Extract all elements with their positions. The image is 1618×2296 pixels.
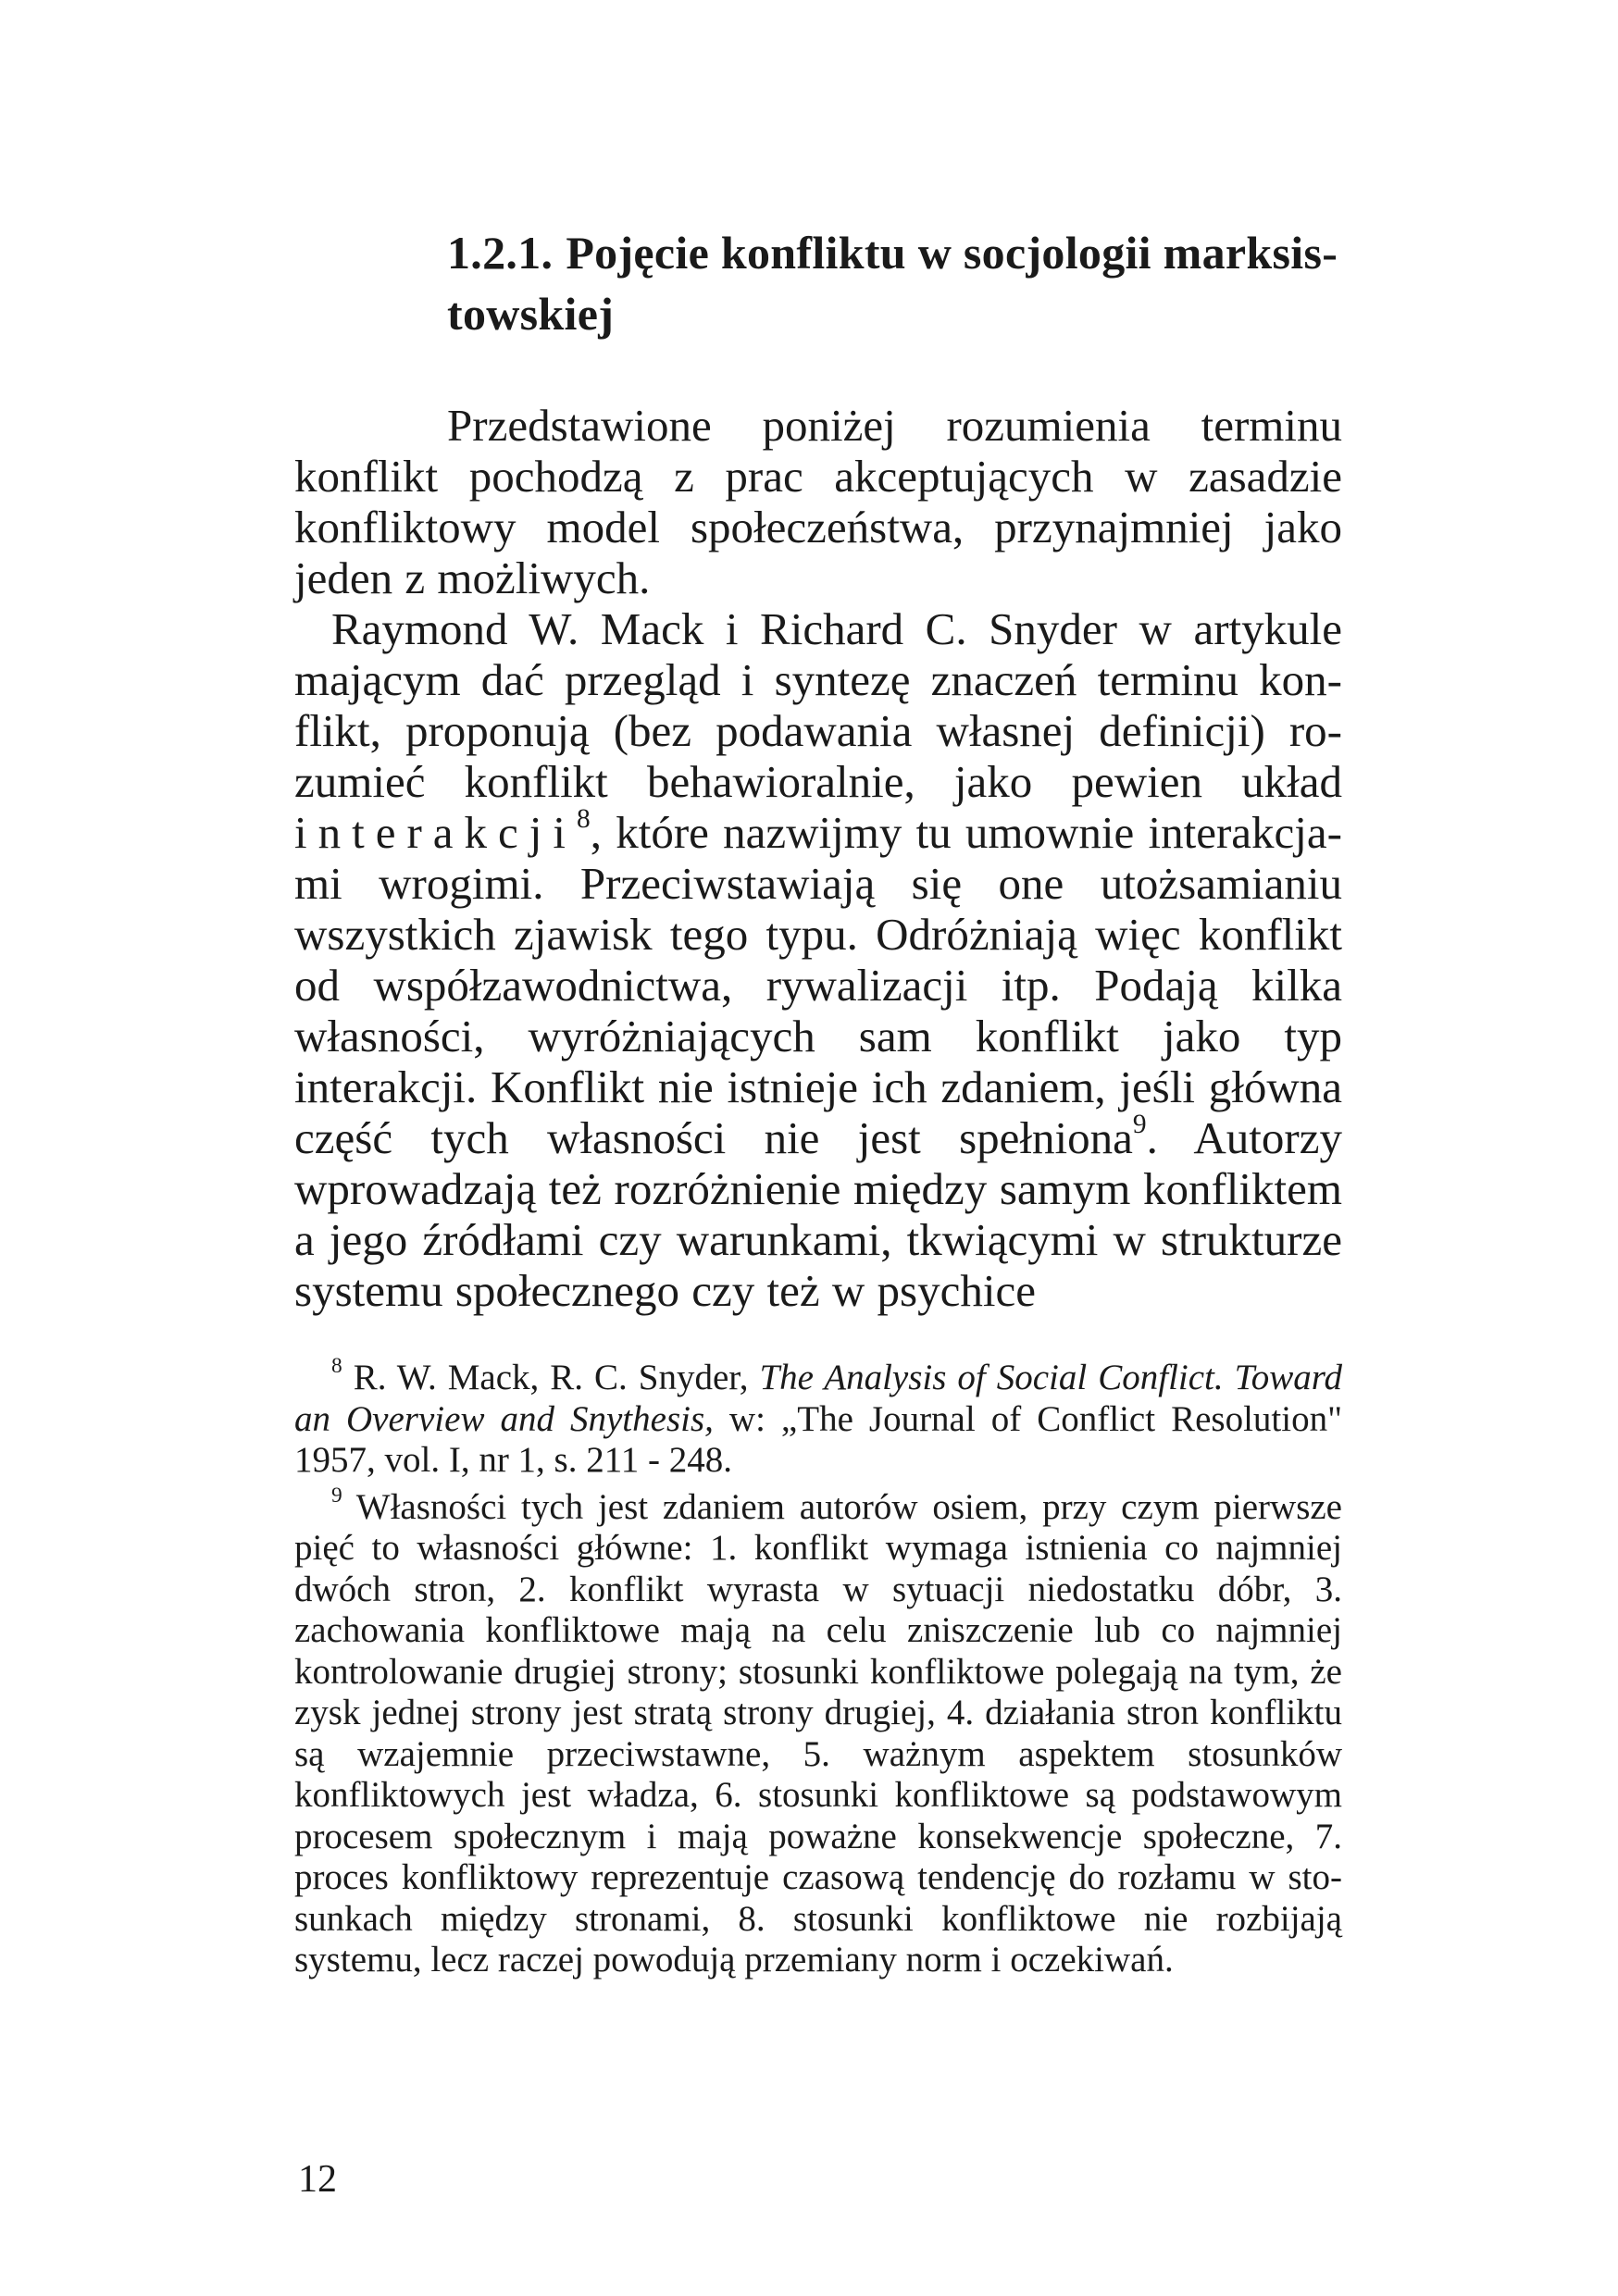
paragraph-2 — [294, 603, 1342, 1316]
paragraph-1: Przedstawione poniżej rozumienia terminu konflikt pochodzą z prac akceptujących w zasadzie konfliktowy model społeczeństwa, przynajmniej jako jeden z możliwych. — [294, 400, 1342, 603]
footnote-8-mark: 8 — [331, 1354, 342, 1379]
footnote-8-part-b: w: „The Journal of Conflict Resolution" 1957, vol. I, nr 1, s. 211 - 248. — [294, 1398, 1342, 1480]
footnote-8 — [294, 1354, 1342, 1482]
section-heading — [447, 222, 1342, 344]
body-text — [294, 400, 1342, 1316]
section-number: 1.2.1. — [447, 227, 554, 279]
spaced-term: interakcji — [294, 807, 578, 858]
page-content — [294, 222, 1342, 1987]
footnote-9-text: Własności tych jest zdaniem autorów osiem, przy czym pierwsze pięć to własności główne: 1. konflikt wymaga istnienia co najmniej dwóch stron, 2. konflikt wyrasta w sytuacji niedostatku dóbr, 3. zachowania konfliktowe mają na celu zniszczenie lub co najmniej kontrolowanie drugiej strony; stosunki konfliktowe polegają na tym, że zysk jednej strony jest stratą strony drugiej, 4. działania stron konfliktu są wzajemnie przeciwstawne, 5. ważnym aspektem stosunków konfliktowych jest władza, 6. stosunki konfliktowe są podstawowym procesem społecznym i mają poważne konsekwencje społeczne, 7. proces konfliktowy reprezentuje czasową tendencję do rozłamu w stosunkach między stronami, 8. stosunki konfliktowe nie rozbijają systemu, lecz raczej powodują przemiany norm i oczekiwań. — [294, 1486, 1342, 1980]
page-number: 12 — [298, 2158, 337, 2201]
footnote-ref-8[interactable]: 8 — [577, 803, 591, 834]
footnote-ref-9[interactable]: 9 — [1132, 1109, 1147, 1139]
footnote-9-mark: 9 — [331, 1483, 342, 1508]
footnote-9 — [294, 1483, 1342, 1981]
paragraph-2-part-b: , które nazwijmy tu umownie interakcjami wrogimi. Przeciwstawiają się one utożsamianiu wszystkich zjawisk tego typu. Odróżniają więc konflikt od współzawodnictwa, rywalizacji itp. Podają kilka własności, wyróżniających sam konflikt jako typ interakcji. Konflikt nie istnieje ich zdaniem, jeśli główna część tych własności nie jest spełniona — [294, 807, 1342, 1163]
section-title: Pojęcie konfliktu w socjologii marksistowskiej — [447, 227, 1338, 340]
paragraph-2-part-c: . Autorzy wprowadzają też rozróżnienie między samym konfliktem a jego źródłami czy warunkami, tkwiącymi w strukturze systemu społecznego czy też w psychice — [294, 1112, 1342, 1316]
footnote-8-part-a: R. W. Mack, R. C. Snyder, — [342, 1358, 760, 1397]
paragraph-2-part-a: Raymond W. Mack i Richard C. Snyder w artykule mającym dać przegląd i syntezę znaczeń terminu konflikt, proponują (bez podawania własnej definicji) rozumieć konflikt behawioralnie, jako pewien układ — [294, 603, 1342, 807]
footnotes — [294, 1354, 1342, 1981]
footnote-8-title: The Analysis of Social Conflict. Toward an Overview and Snythesis, — [294, 1358, 1342, 1439]
